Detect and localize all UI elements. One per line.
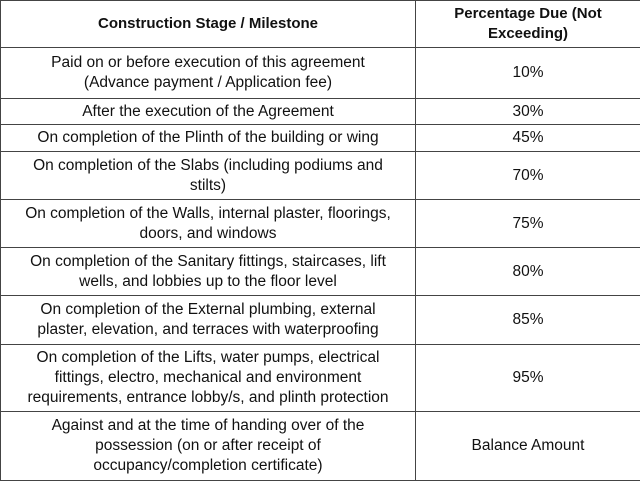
percentage-cell: 30% <box>416 99 640 125</box>
stage-cell: After the execution of the Agreement <box>1 99 416 125</box>
header-percentage: Percentage Due (Not Exceeding) <box>416 1 640 48</box>
percentage-cell: 70% <box>416 152 640 200</box>
table-row <box>1 125 640 152</box>
stage-cell: On completion of the Slabs (including podiums and stilts) <box>1 152 416 200</box>
stage-cell: On completion of the Plinth of the building or wing <box>1 125 416 152</box>
table-row <box>1 48 640 99</box>
header-row <box>1 1 640 48</box>
table-row <box>1 200 640 248</box>
table-row <box>1 412 640 481</box>
percentage-cell: 85% <box>416 296 640 345</box>
table-row <box>1 152 640 200</box>
percentage-cell: Balance Amount <box>416 412 640 481</box>
stage-cell: On completion of the Walls, internal plaster, floorings, doors, and windows <box>1 200 416 248</box>
stage-cell: On completion of the External plumbing, external plaster, elevation, and terraces with waterproofing <box>1 296 416 345</box>
percentage-cell: 80% <box>416 248 640 296</box>
table-row <box>1 248 640 296</box>
table-row <box>1 99 640 125</box>
percentage-cell: 75% <box>416 200 640 248</box>
percentage-cell: 10% <box>416 48 640 99</box>
table-row <box>1 296 640 345</box>
header-stage: Construction Stage / Milestone <box>1 1 416 48</box>
stage-cell: On completion of the Sanitary fittings, staircases, lift wells, and lobbies up to the floor level <box>1 248 416 296</box>
table-row <box>1 345 640 412</box>
percentage-cell: 45% <box>416 125 640 152</box>
stage-cell: Against and at the time of handing over of the possession (on or after receipt of occupancy/completion certificate) <box>1 412 416 481</box>
percentage-cell: 95% <box>416 345 640 412</box>
stage-cell: Paid on or before execution of this agreement (Advance payment / Application fee) <box>1 48 416 99</box>
stage-cell: On completion of the Lifts, water pumps, electrical fittings, electro, mechanical and environment requirements, entrance lobby/s, and plinth protection <box>1 345 416 412</box>
